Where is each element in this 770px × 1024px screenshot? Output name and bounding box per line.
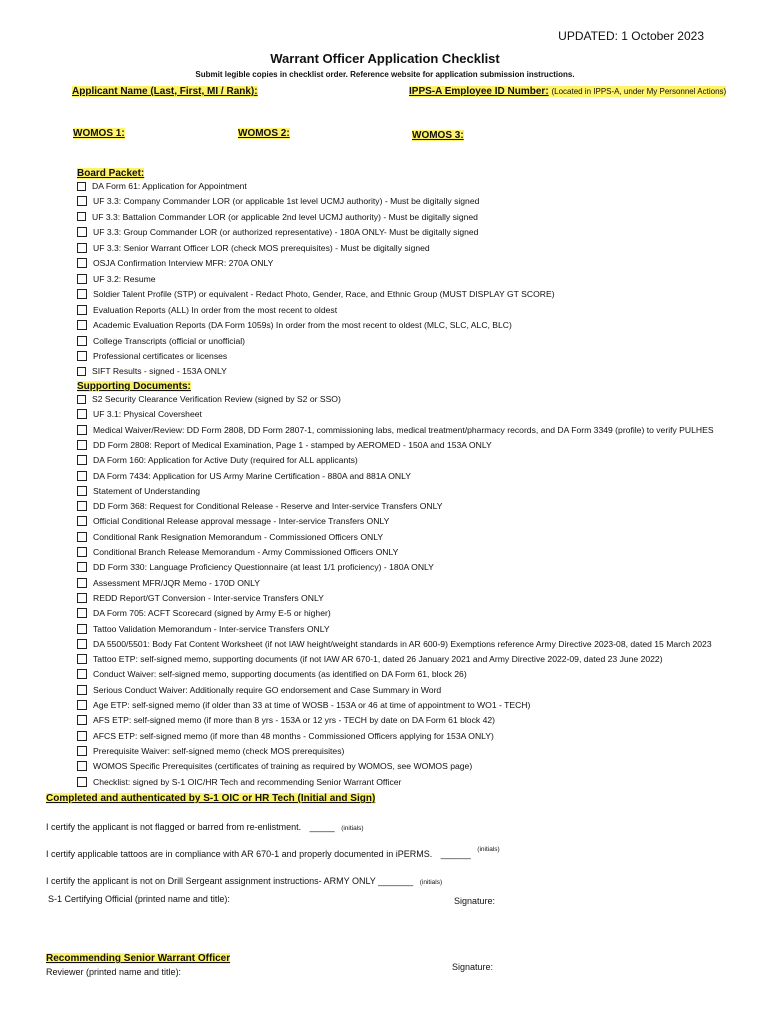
- womos-3-label: WOMOS 3:: [412, 130, 464, 141]
- checkbox[interactable]: [77, 624, 87, 634]
- checklist-item: [77, 654, 663, 664]
- checklist-item: [77, 578, 260, 588]
- checkbox[interactable]: [77, 258, 87, 268]
- cert-line-2-blank[interactable]: ______: [440, 849, 471, 859]
- checklist-item: [77, 394, 341, 404]
- checkbox[interactable]: [77, 196, 87, 206]
- checklist-item-label: DA 5500/5501: Body Fat Content Worksheet (if not IAW height/weight standards in AR 600-9) Exemptions reference Army Directive 2023-08, dated 15 March 2023: [93, 638, 712, 649]
- checklist-item: [77, 305, 337, 315]
- ipps-note: (Located in IPPS-A, under My Personnel Actions): [551, 87, 727, 96]
- checklist-item-label: REDD Report/GT Conversion - Inter-service Transfers ONLY: [93, 592, 324, 603]
- checklist-item: [77, 351, 227, 361]
- checklist-item-label: UF 3.3: Battalion Commander LOR (or applicable 2nd level UCMJ authority) - Must be digitally signed: [92, 211, 478, 222]
- cert-line-tattoos: [46, 846, 500, 859]
- checklist-item-label: Conditional Branch Release Memorandum - Army Commissioned Officers ONLY: [93, 547, 399, 557]
- cert-line-not-flagged: [46, 822, 364, 832]
- checkbox[interactable]: [77, 367, 86, 376]
- cert-line-drill-sergeant: [46, 876, 442, 886]
- s1-official-label[interactable]: S-1 Certifying Official (printed name and title):: [48, 894, 230, 904]
- checklist-item: [77, 624, 330, 634]
- s1-signature-label[interactable]: Signature:: [454, 896, 496, 906]
- checklist-item-label: College Transcripts (official or unofficial): [93, 335, 246, 346]
- checkbox[interactable]: [77, 593, 87, 603]
- checklist-item: [77, 409, 202, 419]
- checkbox[interactable]: [77, 516, 87, 526]
- checklist-item-label: Evaluation Reports (ALL) In order from the most recent to oldest: [93, 304, 338, 315]
- checkbox[interactable]: [77, 289, 87, 299]
- checklist-item-label: OSJA Confirmation Interview MFR: 270A ONLY: [93, 258, 274, 269]
- checkbox[interactable]: [77, 425, 87, 435]
- checklist-item: [77, 227, 478, 237]
- cert-line-1-initials: (initials): [341, 825, 364, 832]
- checklist-item-label: DA Form 7434: Application for US Army Marine Certification - 880A and 881A ONLY: [93, 470, 411, 481]
- checkbox[interactable]: [77, 227, 87, 237]
- checklist-item-label: DD Form 2808: Report of Medical Examination, Page 1 - stamped by AEROMED - 150A and 153A ONLY: [93, 439, 492, 450]
- page-subtitle: Submit legible copies in checklist order. Reference website for application submission instructions.: [195, 70, 575, 79]
- checkbox[interactable]: [77, 336, 87, 346]
- checkbox[interactable]: [77, 471, 87, 481]
- checklist-item-label: Academic Evaluation Reports (DA Form 1059s) In order from the most recent to oldest (MLC, SLC, ALC, BLC): [93, 320, 512, 331]
- checklist-item-label: S2 Security Clearance Verification Review (signed by S2 or SSO): [92, 394, 341, 404]
- checklist-item: [77, 366, 227, 376]
- checkbox[interactable]: [77, 700, 87, 710]
- womos-2-label: WOMOS 2:: [238, 128, 290, 139]
- checklist-item-label: Age ETP: self-signed memo (if older than 33 at time of WOSB - 153A or 46 at time of appointment to WO1 - TECH): [93, 700, 531, 710]
- checkbox[interactable]: [77, 212, 86, 221]
- checklist-item-label: DA Form 705: ACFT Scorecard (signed by Army E-5 or higher): [93, 608, 331, 619]
- checkbox[interactable]: [77, 501, 87, 511]
- checkbox[interactable]: [77, 639, 87, 649]
- checklist-item-label: DD Form 368: Request for Conditional Release - Reserve and Inter-service Transfers ONLY: [93, 501, 443, 512]
- checklist-item: [77, 320, 512, 330]
- checklist-item-label: Soldier Talent Profile (STP) or equivalent - Redact Photo, Gender, Race, and Ethnic Group (MUST DISPLAY GT SCORE): [93, 289, 555, 300]
- checkbox[interactable]: [77, 746, 87, 756]
- checkbox[interactable]: [77, 243, 87, 253]
- checklist-item-label: Professional certificates or licenses: [93, 350, 228, 361]
- checklist-item-label: SIFT Results - signed - 153A ONLY: [92, 366, 227, 377]
- checkbox[interactable]: [77, 351, 87, 361]
- checkbox[interactable]: [77, 547, 87, 557]
- board-packet-heading: Board Packet:: [77, 168, 145, 179]
- cert-line-3-initials: (initials): [419, 879, 443, 886]
- checkbox[interactable]: [77, 182, 86, 191]
- checklist-item-label: Conduct Waiver: self-signed memo, supporting documents (as identified on DA Form 61, block 26): [93, 669, 467, 680]
- updated-date: UPDATED: 1 October 2023: [558, 29, 704, 43]
- checklist-item: [77, 777, 401, 787]
- checklist-item-label: Conditional Rank Resignation Memorandum - Commissioned Officers ONLY: [93, 531, 384, 542]
- checklist-item: [77, 274, 156, 284]
- checkbox[interactable]: [77, 305, 87, 315]
- checklist-item: [77, 731, 494, 741]
- cert-line-1-blank[interactable]: _____: [309, 822, 335, 832]
- checklist-item: [77, 669, 467, 679]
- checkbox[interactable]: [77, 608, 87, 618]
- checkbox[interactable]: [77, 455, 87, 465]
- checklist-item: [77, 700, 530, 710]
- checklist-item: [77, 547, 398, 557]
- checklist-item-label: DA Form 160: Application for Active Duty (required for ALL applicants): [93, 455, 358, 466]
- checkbox[interactable]: [77, 395, 86, 404]
- checklist-item-label: Tattoo ETP: self-signed memo, supporting documents (if not IAW AR 670-1, dated 26 January 2021 and Army Directive 2022-09, dated 23 June 2022): [93, 654, 663, 665]
- checkbox[interactable]: [77, 731, 87, 741]
- checklist-item-label: UF 3.3: Senior Warrant Officer LOR (check MOS prerequisites) - Must be digitally signed: [93, 242, 430, 253]
- cert-line-1-text: I certify the applicant is not flagged or barred from re-enlistment.: [46, 822, 302, 832]
- checklist-item: [77, 486, 200, 496]
- checklist-item: [77, 715, 495, 725]
- checklist-item: [77, 289, 555, 299]
- checkbox[interactable]: [77, 578, 87, 588]
- checklist-item-label: DA Form 61: Application for Appointment: [92, 181, 247, 191]
- checkbox[interactable]: [77, 777, 87, 787]
- checklist-item: [77, 608, 331, 618]
- checkbox[interactable]: [77, 409, 87, 419]
- cert-line-2-initials: (initials): [477, 846, 500, 853]
- supporting-documents-heading: Supporting Documents:: [77, 381, 191, 392]
- ipps-label: IPPS-A Employee ID Number:: [409, 86, 549, 97]
- womos-1-label: WOMOS 1:: [73, 128, 125, 139]
- checkbox[interactable]: [77, 440, 87, 450]
- certification-heading: Completed and authenticated by S-1 OIC or HR Tech (Initial and Sign): [46, 793, 376, 804]
- checklist-item-label: AFCS ETP: self-signed memo (if more than 48 months - Commissioned Officers applying for 153A ONLY): [93, 730, 494, 741]
- checklist-item-label: Official Conditional Release approval message - Inter-service Transfers ONLY: [93, 516, 390, 527]
- checklist-item: [77, 761, 472, 771]
- checkbox[interactable]: [77, 562, 87, 572]
- checkbox[interactable]: [77, 761, 87, 771]
- checkbox[interactable]: [77, 669, 87, 679]
- checklist-item-label: UF 3.2: Resume: [93, 273, 156, 284]
- checklist-item: [77, 516, 389, 526]
- checklist-item: [77, 196, 479, 206]
- checklist-item-label: Statement of Understanding: [93, 485, 201, 496]
- checklist-item-label: Assessment MFR/JQR Memo - 170D ONLY: [93, 577, 260, 588]
- checklist-item-label: Prerequisite Waiver: self-signed memo (check MOS prerequisites): [93, 745, 345, 756]
- checklist-item-label: WOMOS Specific Prerequisites (certificates of training as required by WOMOS, see WOMOS page): [93, 761, 473, 772]
- checklist-item: [77, 471, 411, 481]
- reviewer-label[interactable]: Reviewer (printed name and title):: [46, 967, 182, 977]
- checklist-item: [77, 562, 434, 572]
- checklist-item: [77, 532, 383, 542]
- checkbox[interactable]: [77, 486, 87, 496]
- checklist-item-label: UF 3.1: Physical Coversheet: [93, 409, 202, 420]
- page-title: Warrant Officer Application Checklist: [270, 51, 500, 66]
- checklist-item-label: Checklist: signed by S-1 OIC/HR Tech and recommending Senior Warrant Officer: [93, 776, 402, 787]
- checklist-item: [77, 440, 492, 450]
- checklist-item: [77, 501, 442, 511]
- checklist-item: [77, 455, 358, 465]
- checklist-item-label: AFS ETP: self-signed memo (if more than 8 yrs - 153A or 12 yrs - TECH by date on DA Form 61 block 42): [93, 715, 495, 726]
- cert-line-3-text[interactable]: I certify the applicant is not on Drill Sergeant assignment instructions- ARMY ONLY _______: [46, 876, 414, 886]
- checklist-item: [77, 336, 245, 346]
- checklist-item: [77, 639, 712, 649]
- checkbox[interactable]: [77, 274, 87, 284]
- checkbox[interactable]: [77, 654, 87, 664]
- checkbox[interactable]: [77, 715, 87, 725]
- checklist-item-label: UF 3.3: Company Commander LOR (or applicable 1st level UCMJ authority) - Must be digitally signed: [93, 196, 480, 207]
- checklist-item-label: DD Form 330: Language Proficiency Questionnaire (at least 1/1 proficiency) - 180A ONLY: [93, 562, 434, 573]
- checklist-item: [77, 685, 441, 695]
- checkbox[interactable]: [77, 685, 87, 695]
- checklist-item-label: UF 3.3: Group Commander LOR (or authorized representative) - 180A ONLY- Must be digitally signed: [93, 227, 479, 238]
- recommending-signature-label[interactable]: Signature:: [452, 962, 494, 972]
- checklist-item: [77, 243, 430, 253]
- checklist-item: [77, 425, 714, 435]
- checklist-item-label: Medical Waiver/Review: DD Form 2808, DD Form 2807-1, commissioning labs, medical treatment/pharmacy records, and DA Form 3349 (profile) to verify PULHES: [93, 424, 714, 435]
- checklist-item: [77, 746, 344, 756]
- cert-line-2-text: I certify applicable tattoos are in compliance with AR 670-1 and properly documented in iPERMS.: [46, 849, 433, 859]
- checkbox[interactable]: [77, 532, 87, 542]
- recommending-heading: Recommending Senior Warrant Officer: [46, 953, 231, 964]
- ipps-field: [409, 86, 726, 97]
- checklist-item: [77, 593, 324, 603]
- checklist-item: [77, 258, 273, 268]
- checklist-item: [77, 181, 247, 191]
- checklist-item-label: Tattoo Validation Memorandum - Inter-service Transfers ONLY: [93, 623, 330, 634]
- checkbox[interactable]: [77, 320, 87, 330]
- checklist-item-label: Serious Conduct Waiver: Additionally require GO endorsement and Case Summary in Word: [93, 684, 442, 695]
- checklist-item: [77, 212, 478, 222]
- applicant-name-label: Applicant Name (Last, First, MI / Rank):: [72, 86, 258, 97]
